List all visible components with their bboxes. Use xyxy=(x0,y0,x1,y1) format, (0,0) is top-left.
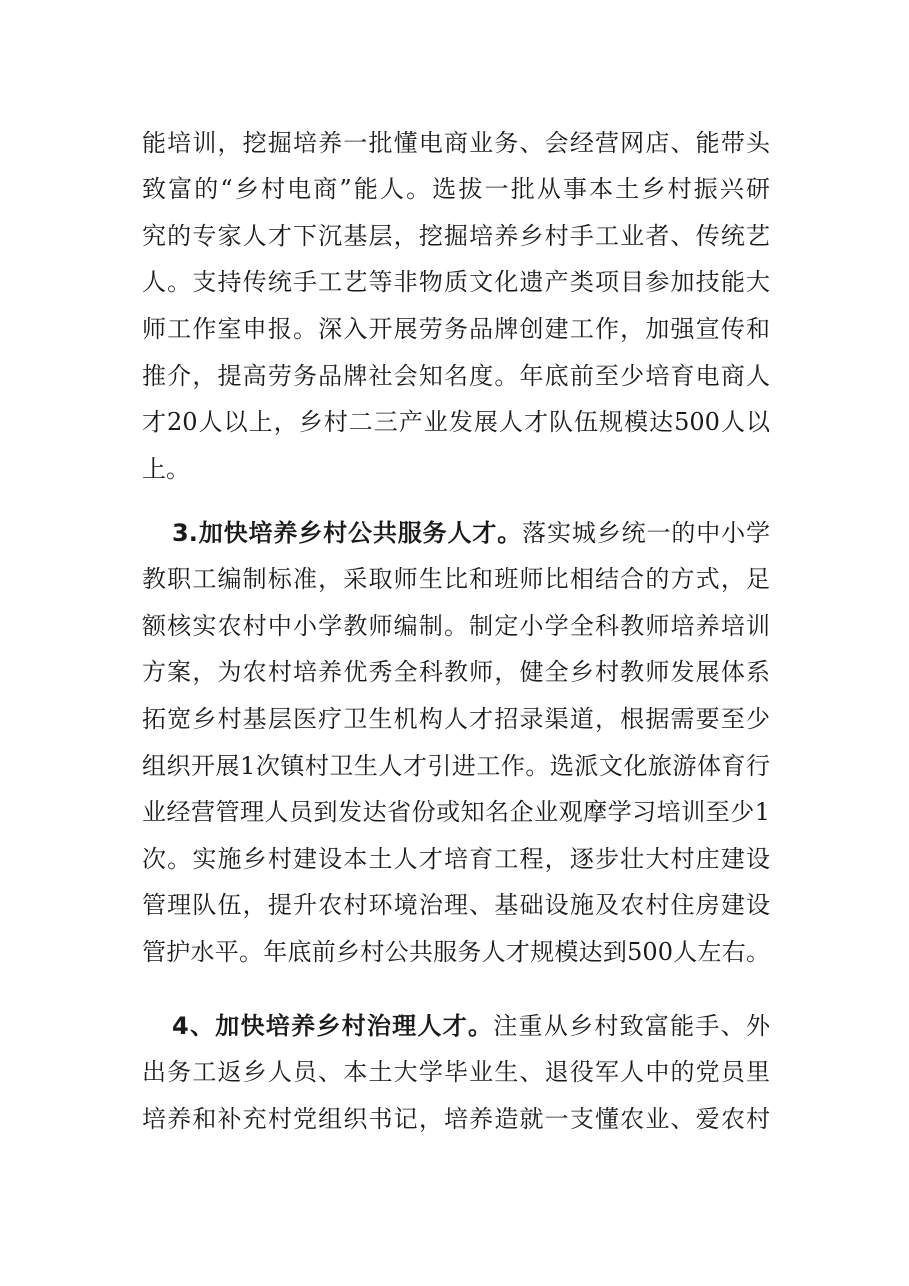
paragraph-2-line-1 xyxy=(172,521,770,545)
paragraph-1-line-8: 上。 xyxy=(142,455,190,483)
paragraph-2-first-line-text: 落实城乡统一的中小学 xyxy=(522,519,771,547)
section-heading-4: 4、加快培养乡村治理人才。 xyxy=(172,1012,494,1040)
paragraph-3-line-1 xyxy=(172,1014,770,1038)
paragraph-1-line-4: 人。支持传统手工艺等非物质文化遗产类项目参加技能大 xyxy=(142,268,770,296)
paragraph-2-line-8: 次。实施乡村建设本土人才培育工程，逐步壮大村庄建设 xyxy=(142,845,770,873)
paragraph-3-line-3: 培养和补充村党组织书记，培养造就一支懂农业、爱农村 xyxy=(142,1105,770,1133)
paragraph-1-line-7: 才20人以上，乡村二三产业发展人才队伍规模达500人以 xyxy=(142,408,770,436)
paragraph-1-line-1: 能培训，挖掘培养一批懂电商业务、会经营网店、能带头 xyxy=(142,129,770,157)
paragraph-2-line-5: 拓宽乡村基层医疗卫生机构人才招录渠道，根据需要至少 xyxy=(142,705,770,733)
section-heading-3: 3.加快培养乡村公共服务人才。 xyxy=(172,519,523,547)
paragraph-3-first-line-text: 注重从乡村致富能手、外 xyxy=(493,1012,771,1040)
paragraph-3-line-2: 出务工返乡人员、本土大学毕业生、退役军人中的党员里 xyxy=(142,1058,770,1086)
paragraph-1-line-3: 究的专家人才下沉基层，挖掘培养乡村手工业者、传统艺 xyxy=(142,222,770,250)
paragraph-2-line-4: 方案，为农村培养优秀全科教师，健全乡村教师发展体系 xyxy=(142,658,770,686)
paragraph-2-line-10: 管护水平。年底前乡村公共服务人才规模达到500人左右。 xyxy=(142,938,770,966)
paragraph-2-line-7: 业经营管理人员到发达省份或知名企业观摩学习培训至少1 xyxy=(142,798,770,826)
paragraph-2-line-2: 教职工编制标准，采取师生比和班师比相结合的方式，足 xyxy=(142,565,770,593)
paragraph-2-line-6: 组织开展1次镇村卫生人才引进工作。选派文化旅游体育行 xyxy=(142,752,770,780)
paragraph-2-line-3: 额核实农村中小学教师编制。制定小学全科教师培养培训 xyxy=(142,612,770,640)
paragraph-1-line-2: 致富的“乡村电商”能人。选拔一批从事本土乡村振兴研 xyxy=(142,175,770,203)
paragraph-2-line-9: 管理队伍，提升农村环境治理、基础设施及农村住房建设 xyxy=(142,891,770,919)
paragraph-1-line-6: 推介，提高劳务品牌社会知名度。年底前至少培育电商人 xyxy=(142,362,770,390)
paragraph-1-line-5: 师工作室申报。深入开展劳务品牌创建工作，加强宣传和 xyxy=(142,315,770,343)
